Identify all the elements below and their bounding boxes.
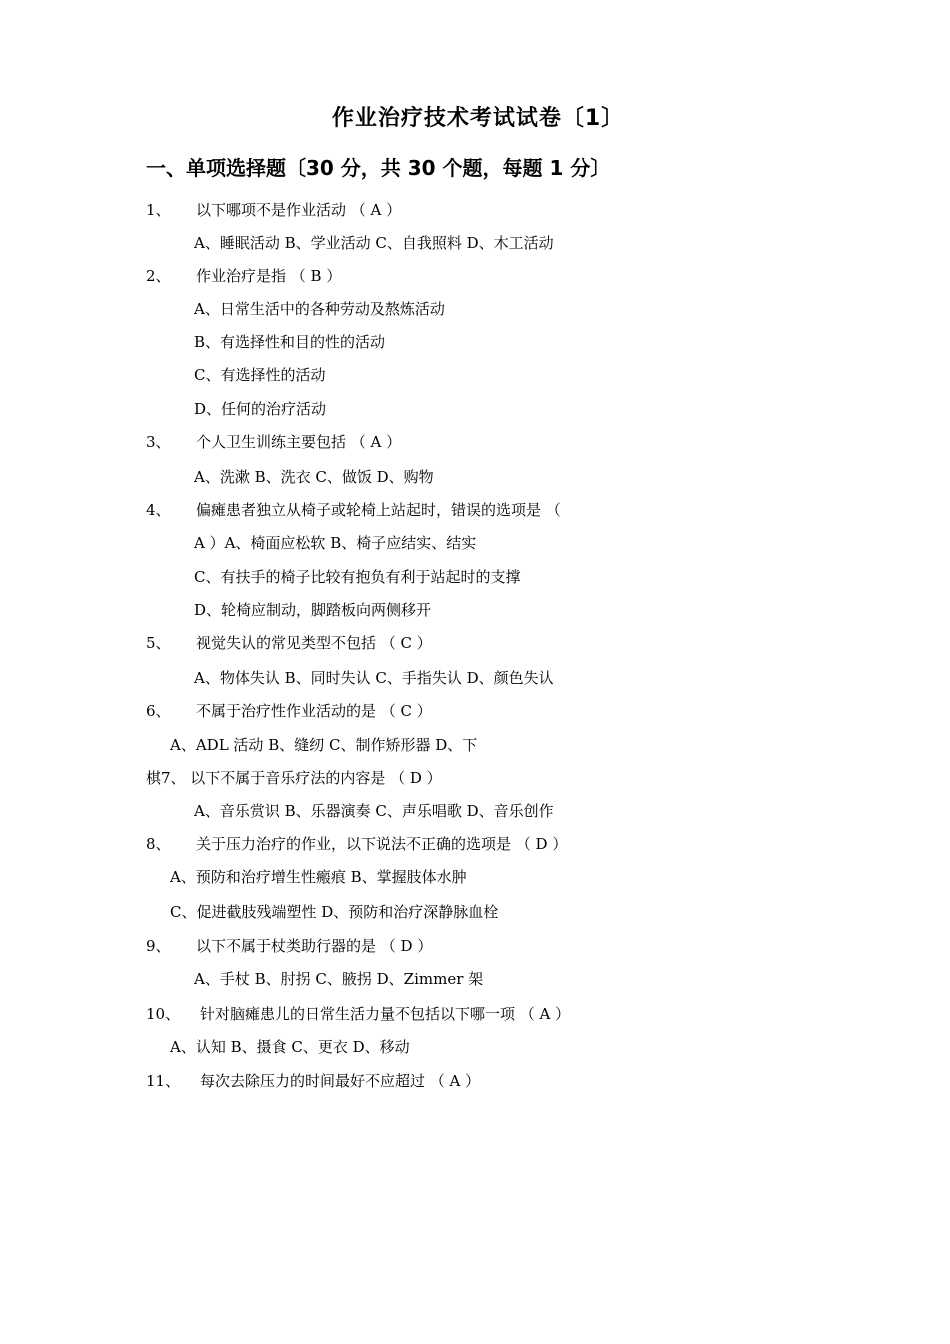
question-1 <box>146 200 401 220</box>
question-text: 针对脑瘫患儿的日常生活力量不包括以下哪一项 （ A ） <box>200 1005 571 1023</box>
question-text: 个人卫生训练主要包括 （ A ） <box>196 433 402 451</box>
answer-options: A、物体失认 B、同时失认 C、手指失认 D、颜色失认 <box>194 669 554 687</box>
question-10 <box>146 1004 570 1024</box>
question-text: 偏瘫患者独立从椅子或轮椅上站起时，错误的选项是 （ <box>196 501 561 519</box>
question-11 <box>146 1071 480 1091</box>
question-text: 以下不属于杖类助行器的是 （ D ） <box>196 937 433 955</box>
answer-options: A、手杖 B、肘拐 C、腋拐 D、Zimmer 架 <box>194 970 484 988</box>
answer-options: C、促进截肢残端塑性 D、预防和治疗深静脉血栓 <box>170 903 499 921</box>
question-text: 关于压力治疗的作业，以下说法不正确的选项是 （ D ） <box>196 835 568 853</box>
section-heading: 一、单项选择题〔30 分，共 30 个题，每题 1 分〕 <box>146 156 611 180</box>
question-8 <box>146 834 567 854</box>
question-3 <box>146 432 401 452</box>
question-text: 视觉失认的常见类型不包括 （ C ） <box>196 634 432 652</box>
question-6 <box>146 701 432 721</box>
question-number: 4、 <box>146 501 171 519</box>
answer-option: C、有扶手的椅子比较有抱负有利于站起时的支撑 <box>194 568 521 586</box>
question-number: 3、 <box>146 433 171 451</box>
question-9 <box>146 936 432 956</box>
answer-options: A、睡眠活动 B、学业活动 C、自我照料 D、木工活动 <box>194 234 554 252</box>
answer-options: A、认知 B、摄食 C、更衣 D、移动 <box>170 1038 410 1056</box>
question-number: 10、 <box>146 1005 181 1023</box>
answer-option: B、有选择性和目的性的活动 <box>194 333 386 351</box>
question-number: 11、 <box>146 1072 181 1090</box>
question-text: 以下哪项不是作业活动 （ A ） <box>196 201 402 219</box>
answer-options: A、预防和治疗增生性瘢痕 B、掌握肢体水肿 <box>170 868 467 886</box>
answer-options: A、洗漱 B、洗衣 C、做饭 D、购物 <box>194 468 434 486</box>
question-text: 作业治疗是指 （ B ） <box>196 267 342 285</box>
question-number: 5、 <box>146 634 171 652</box>
question-text: 每次去除压力的时间最好不应超过 （ A ） <box>200 1072 481 1090</box>
question-number: 6、 <box>146 702 171 720</box>
answer-options: A、ADL 活动 B、缝纫 C、制作矫形器 D、下 <box>170 736 478 754</box>
answer-option: C、有选择性的活动 <box>194 366 326 384</box>
answer-options: A ）A、椅面应松软 B、椅子应结实、结实 <box>194 534 477 552</box>
question-number: 8、 <box>146 835 171 853</box>
question-number: 9、 <box>146 937 171 955</box>
question-7: 棋7、 以下不属于音乐疗法的内容是 （ D ） <box>146 769 442 787</box>
answer-option: D、轮椅应制动，脚踏板向两侧移开 <box>194 601 432 619</box>
question-number: 2、 <box>146 267 171 285</box>
question-number: 1、 <box>146 201 171 219</box>
answer-option: A、日常生活中的各种劳动及熬炼活动 <box>194 300 445 318</box>
document-title: 作业治疗技术考试试卷〔1〕 <box>331 106 625 131</box>
answer-options: A、音乐赏识 B、乐器演奏 C、声乐唱歌 D、音乐创作 <box>194 802 554 820</box>
question-4 <box>146 500 561 520</box>
question-5 <box>146 633 432 653</box>
question-text: 不属于治疗性作业活动的是 （ C ） <box>196 702 432 720</box>
question-2 <box>146 266 341 286</box>
answer-option: D、任何的治疗活动 <box>194 400 327 418</box>
